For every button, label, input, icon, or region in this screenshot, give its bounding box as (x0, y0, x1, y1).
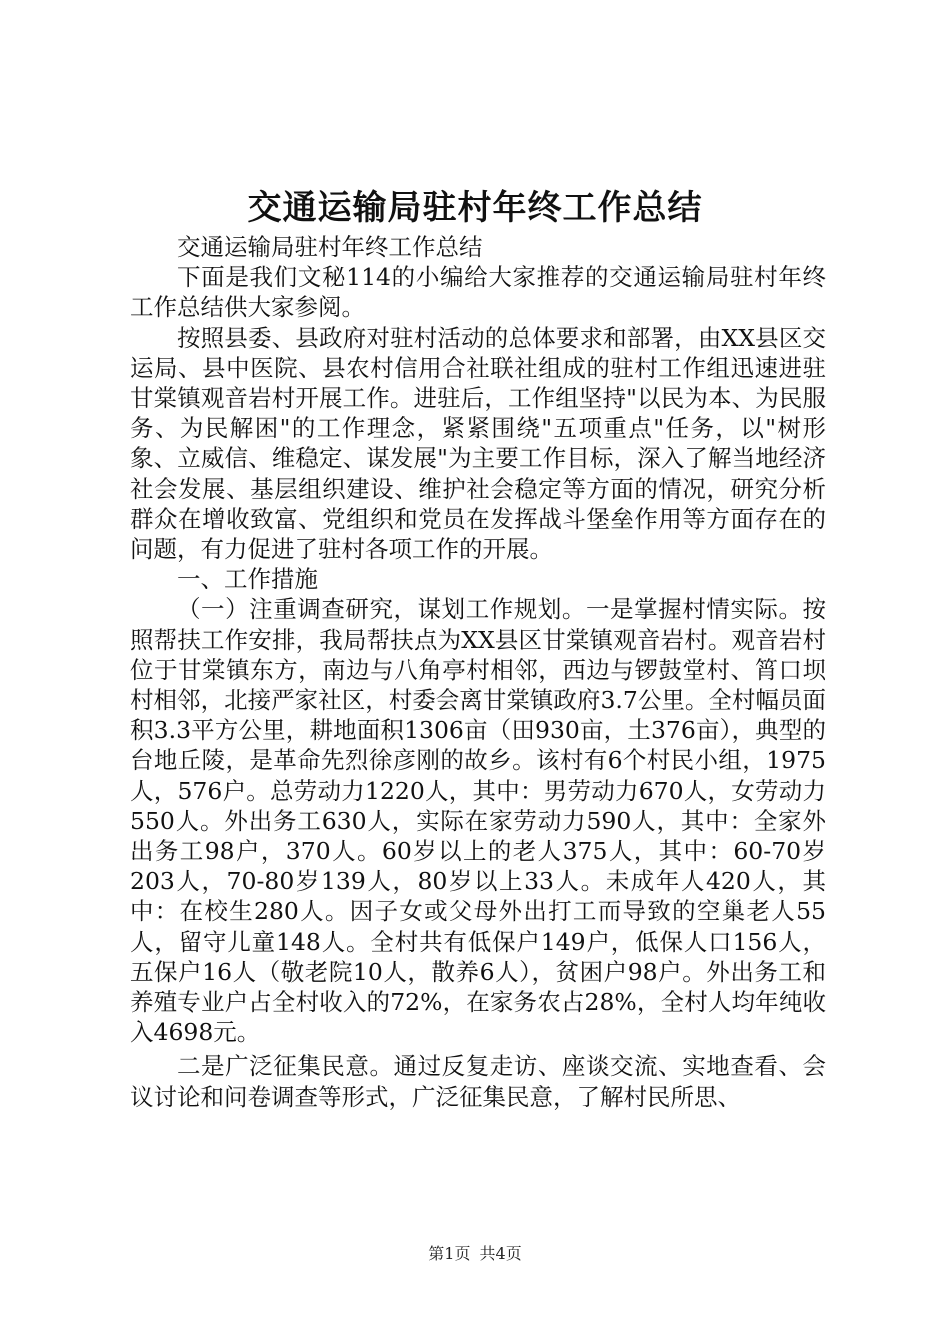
overview-paragraph: 按照县委、县政府对驻村活动的总体要求和部署，由XX县区交运局、县中医院、县农村信用合社联社组成的驻村工作组迅速进驻甘棠镇观音岩村开展工作。进驻后，工作组坚持"以民为本、为民服务、为民解困"的工作理念，紧紧围绕"五项重点"任务，以"树形象、立威信、维稳定、谋发展"为主要工作目标，深入了解当地经济社会发展、基层组织建设、维护社会稳定等方面的情况，研究分析群众在增收致富、党组织和党员在发挥战斗堡垒作用等方面存在的问题，有力促进了驻村各项工作的开展。 (130, 323, 826, 564)
document-body (130, 232, 826, 1112)
opinion-paragraph: 二是广泛征集民意。通过反复走访、座谈交流、实地查看、会议讨论和问卷调查等形式，广泛征集民意，了解村民所思、 (130, 1052, 826, 1111)
document-title: 交通运输局驻村年终工作总结 (247, 188, 703, 228)
measures-paragraph: （一）注重调查研究，谋划工作规划。一是掌握村情实际。按照帮扶工作安排，我局帮扶点为XX县区甘棠镇观音岩村。观音岩村位于甘棠镇东方，南边与八角亭村相邻，西边与锣鼓堂村、筲口坝村相邻，北接严家社区，村委会离甘棠镇政府3.7公里。全村幅员面积3.3平方公里，耕地面积1306亩（田930亩，土376亩），典型的台地丘陵，是革命先烈徐彦刚的故乡。该村有6个村民小组，1975人，576户。总劳动力1220人，其中：男劳动力670人，女劳动力550人。外出务工630人，实际在家劳动力590人，其中：全家外出务工98户，370人。60岁以上的老人375人，其中：60-70岁203人，70-80岁139人，80岁以上33人。未成年人420人，其中：在校生280人。因子女或父母外出打工而导致的空巢老人55人，留守儿童148人。全村共有低保户149户，低保人口156人，五保户16人（敬老院10人，散养6人），贫困户98户。外出务工和养殖专业户占全村收入的72%，在家务农占28%，全村人均年纯收入4698元。 (130, 595, 826, 1047)
intro-paragraph: 下面是我们文秘114的小编给大家推荐的交通运输局驻村年终工作总结供大家参阅。 (130, 263, 826, 322)
subtitle-paragraph: 交通运输局驻村年终工作总结 (177, 233, 483, 261)
section-heading: 一、工作措施 (177, 565, 318, 594)
page-total: 共4页 (479, 1244, 522, 1263)
page-number: 第1页 (428, 1244, 471, 1263)
page-footer (0, 1244, 950, 1264)
